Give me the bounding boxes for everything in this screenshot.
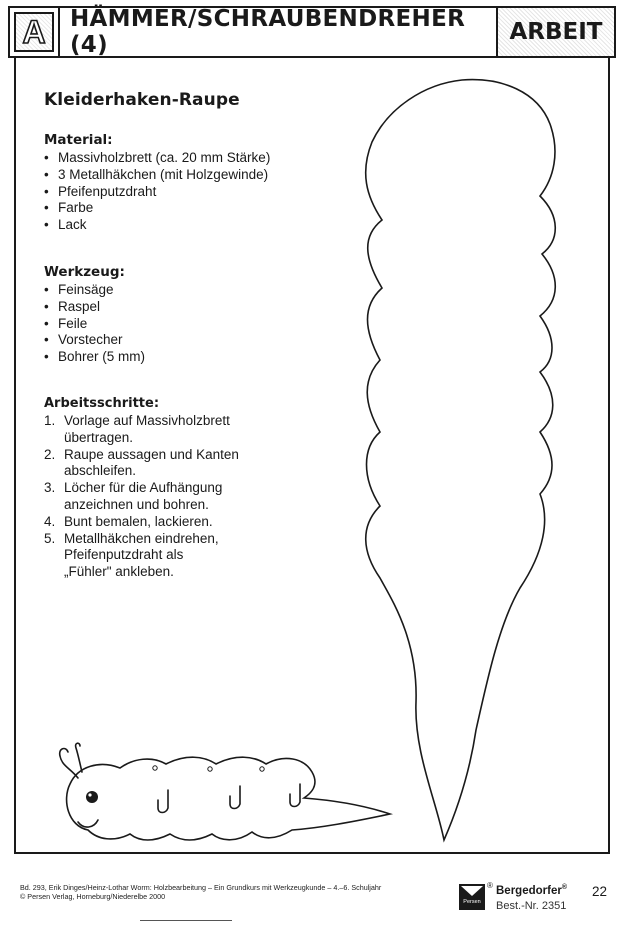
- step-item: [44, 447, 294, 481]
- caterpillar-body-outline: [67, 757, 390, 840]
- registered-mark: ®: [487, 881, 493, 890]
- material-section: [44, 132, 344, 234]
- step-item: [44, 531, 294, 581]
- step-line: Pfeifenputzdraht als: [64, 547, 184, 563]
- list-item: • Massivholzbrett (ca. 20 mm Stärke): [44, 150, 344, 167]
- step-item: [44, 480, 294, 514]
- caterpillar-mouth: [78, 820, 98, 827]
- list-item: • 3 Metallhäkchen (mit Holzgewinde): [44, 167, 344, 184]
- publisher-name: Bergedorfer®: [496, 884, 567, 897]
- drill-hole-2: [208, 767, 212, 771]
- list-item: • Vorstecher: [44, 332, 344, 349]
- step-number: 4.: [44, 513, 56, 529]
- list-item: • Farbe: [44, 200, 344, 217]
- citation-line: Bd. 293, Erik Dinges/Heinz-Lothar Worm: Holzbearbeitung – Ein Grundkurs mit Werkzeugkunde – 4.–6. Schuljahr: [20, 883, 382, 892]
- section-letter-badge: A: [14, 12, 54, 52]
- list-item: • Pfeifenputzdraht: [44, 184, 344, 201]
- step-item: [44, 413, 294, 447]
- list-item: • Feinsäge: [44, 282, 344, 299]
- hook-2: [230, 786, 240, 809]
- drill-hole-3: [260, 767, 264, 771]
- citation: [20, 883, 381, 901]
- list-item: • Bohrer (5 mm): [44, 349, 344, 366]
- project-title: Kleiderhaken-Raupe: [44, 90, 240, 110]
- divider: [140, 920, 232, 921]
- page-number: 22: [592, 884, 608, 899]
- step-line: übertragen.: [64, 429, 134, 445]
- steps-section: [44, 396, 344, 581]
- publisher-logo-icon: [459, 884, 485, 910]
- antenna-left: [60, 749, 78, 778]
- citation-line: © Persen Verlag, Horneburg/Niederelbe 2000: [20, 892, 166, 901]
- material-list: [44, 150, 344, 234]
- hook-1: [158, 790, 168, 813]
- step-line: abschleifen.: [64, 463, 137, 479]
- order-number: Best.-Nr. 2351: [496, 900, 567, 912]
- caterpillar-eye: [86, 791, 98, 803]
- step-line: Metallhäkchen eindrehen,: [64, 530, 219, 546]
- instructions-column: [44, 90, 344, 581]
- logo-word: Persen: [463, 899, 481, 905]
- page-title: HÄMMER/SCHRAUBENDREHER (4): [60, 8, 498, 56]
- tools-list: [44, 282, 344, 366]
- caterpillar-sketch: [60, 743, 390, 840]
- step-line: Löcher für die Aufhängung: [64, 480, 223, 496]
- step-line: Bunt bemalen, lackieren.: [64, 513, 213, 529]
- step-item: [44, 514, 294, 531]
- step-line: anzeichnen und bohren.: [64, 496, 209, 512]
- list-item: • Lack: [44, 217, 344, 234]
- drill-hole-1: [153, 766, 157, 770]
- steps-heading: Arbeitsschritte:: [44, 395, 160, 411]
- step-line: Raupe aussagen und Kanten: [64, 446, 239, 462]
- step-number: 2.: [44, 446, 56, 462]
- steps-list: [44, 413, 344, 581]
- caterpillar-eye-highlight: [88, 793, 91, 796]
- worksheet-type-badge: ARBEIT: [498, 8, 614, 56]
- antenna-right: [76, 743, 82, 772]
- material-heading: Material:: [44, 132, 113, 148]
- step-line: „Fühler" ankleben.: [64, 564, 174, 580]
- step-number: 5.: [44, 530, 56, 546]
- step-number: 1.: [44, 412, 56, 428]
- step-line: Vorlage auf Massivholzbrett: [64, 412, 230, 428]
- step-number: 3.: [44, 480, 56, 496]
- list-item: • Feile: [44, 316, 344, 333]
- tools-section: [44, 264, 344, 366]
- hook-3: [290, 784, 300, 807]
- tools-heading: Werkzeug:: [44, 263, 125, 280]
- caterpillar-template-outline: [366, 80, 556, 840]
- list-item: • Raspel: [44, 299, 344, 316]
